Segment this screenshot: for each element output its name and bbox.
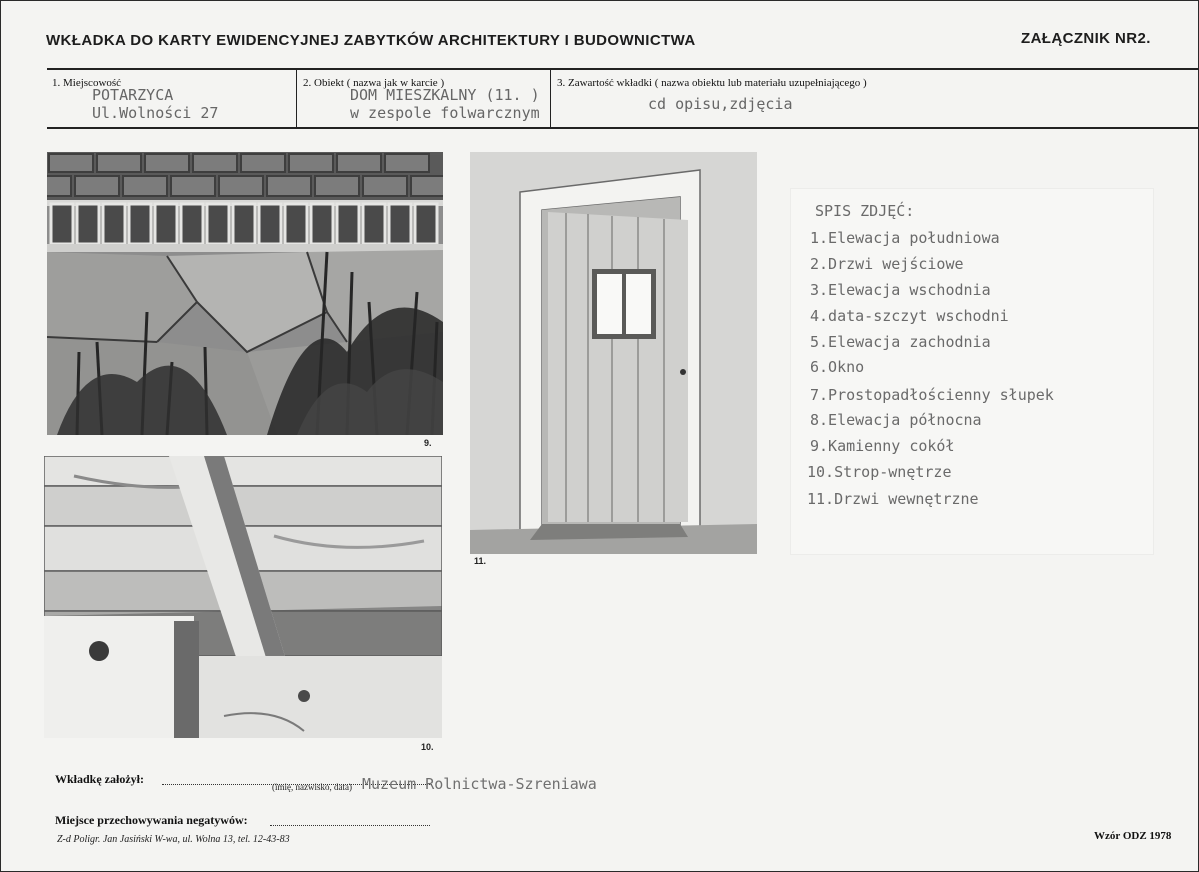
photo-list-item: 8.Elewacja północna [810, 411, 982, 429]
column-divider [296, 70, 297, 127]
photo-list-item: 4.data-szczyt wschodni [810, 307, 1009, 325]
printer-info: Z-d Poligr. Jan Jasiński W-wa, ul. Wolna 13, tel. 12-43-83 [57, 834, 290, 845]
object-label: 2. Obiekt ( nazwa jak w karcie ) [303, 77, 445, 89]
location-name: POTARZYCA [92, 86, 174, 104]
photo-list-item: 9.Kamienny cokół [810, 437, 955, 455]
object-name: DOM MIESZKALNY (11. ) [350, 86, 540, 104]
annex-number: ZAŁĄCZNIK NR2. [1021, 30, 1151, 47]
photo-list-item: 7.Prostopadłościenny słupek [810, 386, 1054, 404]
location-label: 1. Miejscowość [52, 77, 122, 89]
location-address: Ul.Wolności 27 [92, 104, 219, 122]
photo-list-item: 5.Elewacja zachodnia [810, 333, 991, 351]
photo-caption: 10. [421, 742, 434, 752]
photo-list-item: 2.Drzwi wejściowe [810, 255, 964, 273]
photo-caption: 11. [474, 556, 487, 566]
page-title: WKŁADKA DO KARTY EWIDENCYJNEJ ZABYTKÓW ARCHITEKTURY I BUDOWNICTWA [46, 32, 696, 49]
photo-list-title: SPIS ZDJĘĆ: [815, 202, 915, 220]
founded-by-value: Muzeum Rolnictwa-Szreniawa [362, 775, 597, 793]
photo-interior-door [470, 152, 757, 554]
contents-value: cd opisu,zdjęcia [648, 95, 793, 113]
photo-list-item: 6.Okno [810, 358, 865, 376]
negatives-storage-line [270, 824, 430, 826]
photo-list-item: 3.Elewacja wschodnia [810, 281, 991, 299]
photo-list-item: 1.Elewacja południowa [810, 229, 1000, 247]
negatives-storage-label: Miejsce przechowywania negatywów: [55, 813, 248, 827]
founded-by-label: Wkładkę założył: [55, 772, 144, 786]
contents-label: 3. Zawartość wkładki ( nazwa obiektu lub materiału uzupełniającego ) [557, 77, 867, 89]
column-divider [550, 70, 551, 127]
photo-list-item: 10.Strop-wnętrze [807, 463, 952, 481]
photo-ceiling-beam [44, 456, 442, 738]
photo-list-item: 11.Drzwi wewnętrzne [807, 490, 979, 508]
photo-stone-plinth [47, 152, 443, 435]
founded-by-hint: (imię, nazwisko, data) [272, 782, 352, 792]
form-pattern: Wzór ODZ 1978 [1094, 830, 1172, 842]
photo-caption: 9. [424, 438, 432, 448]
object-complex: w zespole folwarcznym [350, 104, 540, 122]
